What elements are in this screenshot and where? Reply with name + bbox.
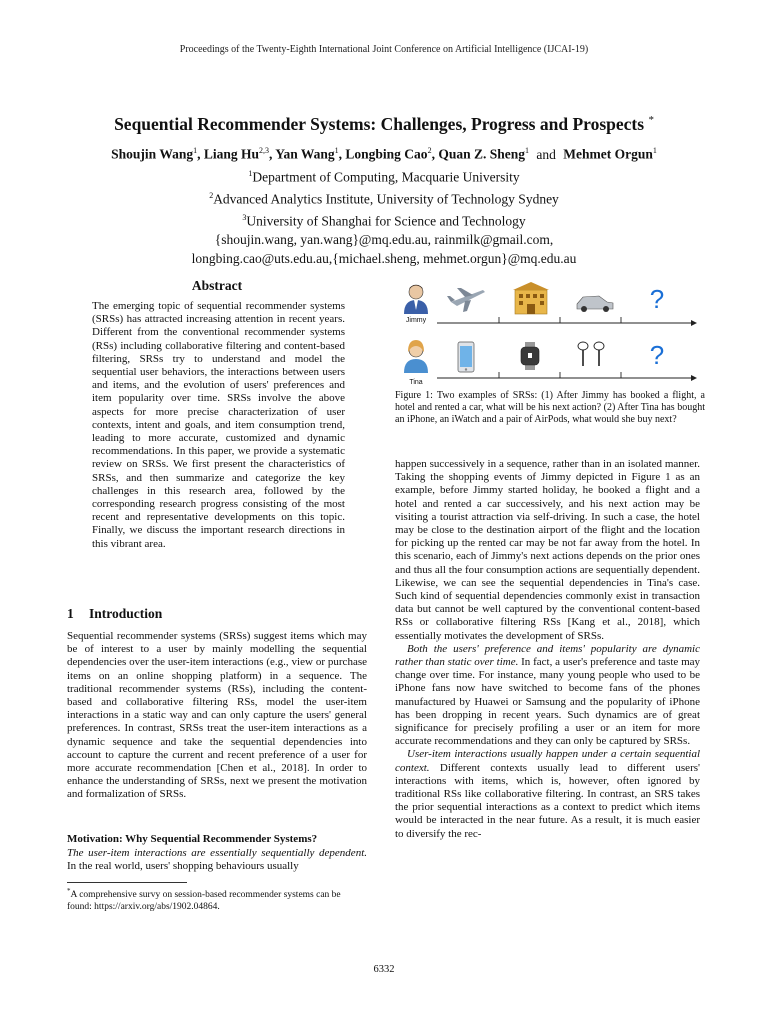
- footnote-rule: [67, 882, 187, 883]
- affil-text: Advanced Analytics Institute, University of Technology Sydney: [213, 191, 559, 207]
- airpods-icon: [578, 342, 604, 366]
- person-tina-icon: [404, 340, 428, 373]
- running-header: Proceedings of the Twenty-Eighth International Joint Conference on Artificial Intelligence (IJCAI-19): [179, 44, 589, 55]
- author-name: Liang Hu: [203, 146, 259, 162]
- figure-caption: Figure 1: Two examples of SRSs: (1) After Jimmy has booked a flight, a hotel and rented a car, what will be his next action? (2) After Tina has bought an iPhone, an iWatch and a pair of AirPods, what would she buy next?: [395, 390, 705, 426]
- iwatch-icon: [521, 342, 539, 370]
- affiliation-line: [0, 187, 768, 209]
- affil-text: Department of Computing, Macquarie University: [252, 169, 520, 185]
- paragraph: happen successively in a sequence, rather than in an isolated manner. Taking the shopping events of Jimmy depicted in Figure 1 as an example, before Jimmy started holiday, he booked a flight and a hotel and rented a car successively, and his next action may be visiting a tourist attraction via self-driving. In such a case, the hotel may be close to the destination airport of the flight and the location for picking up the rented car may be not far away from the hotel. In this scenario, each of Jimmy's next actions depends on the prior ones and thus all the four consumption actions are sequentially dependent. Likewise, we can see the sequential dependencies in Tina's case. Such kind of sequential dependencies commonly exist in transaction data but cannot be well captured by the conventional content-based RSs or collaborative filtering RSs [Kang et al., 2018], which essentially motivates the development of SRSs.: [395, 458, 700, 642]
- author-affil-mark: 2: [427, 146, 432, 155]
- timeline-arrowhead: [691, 320, 697, 326]
- affiliation-line: [0, 209, 768, 231]
- user-label-jimmy: Jimmy: [405, 317, 427, 324]
- author-affil-mark: 1: [193, 146, 198, 155]
- author-affil-mark: 1: [524, 146, 529, 155]
- motivation-italic: The user-item interactions are essentially sequentially dependent.: [67, 847, 367, 859]
- footnote-mark: *: [67, 887, 71, 895]
- footnote: [67, 885, 367, 913]
- author-name: Shoujin Wang: [111, 146, 194, 162]
- motivation-paragraph: [67, 847, 367, 873]
- author-affil-mark: 1: [652, 146, 657, 155]
- abstract-heading: Abstract: [191, 278, 243, 293]
- paragraph-text: Different contexts usually lead to different users' interactions with items, which is, however, often ignored by traditional RSs like collaborative filtering. In contrast, an SRS takes the prior sequential interactions as a context to predict which items would be interacted in the near future. As a result, it is much easier to diversify the rec-: [395, 761, 700, 840]
- author-affil-mark: 2,3: [259, 146, 269, 155]
- author-name: Mehmet Orgun: [563, 146, 653, 162]
- section-title: Introduction: [89, 606, 163, 621]
- paper-title: [0, 114, 768, 135]
- author-name: Longbing Cao: [345, 146, 428, 162]
- timeline-arrowhead: [691, 375, 697, 381]
- user-label-tina: Tina: [409, 379, 423, 386]
- email-line: {shoujin.wang, yan.wang}@mq.edu.au, rainmilk@gmail.com,: [214, 232, 554, 248]
- title-text: Sequential Recommender Systems: Challenges, Progress and Prospects: [114, 114, 645, 134]
- paragraph: [395, 643, 700, 749]
- title-footnote-mark: *: [648, 114, 654, 127]
- affil-text: University of Shanghai for Science and Technology: [246, 213, 526, 229]
- affil-mark: 2: [209, 191, 214, 201]
- affil-mark: 3: [242, 213, 247, 223]
- abstract-text: The emerging topic of sequential recommender systems (SRSs) has attracted increasing attention in recent years. Different from the conventional recommender systems (RSs) including collaborative filtering and content-based filtering, SRSs try to understand and model the sequential user behaviors, the interactions between users and items, and the evolution of users' preferences and item popularity over time. SRSs involve the above aspects for more precise characterization of user contexts, intent and goals, and item consumption trend, leading to more accurate, customized and dynamic recommendations. In this paper, we provide a systematic review on SRSs. We first present the characteristics of SRSs, and then summarize and categorize the key challenges in this research area, followed by the corresponding research progress consisting of the most recent and representative developments on this topic. Finally, we discuss the important research directions in this vibrant area.: [92, 300, 345, 550]
- intro-paragraph: Sequential recommender systems (SRSs) suggest items which may be of interest to a user by mainly modelling the sequential dependencies over the user-item interactions (e.g., view or purchase items on an online shopping platform) in a sequence. The traditional recommender systems (RSs), including the content-based and collaborative filtering RSs, model the user-item interactions in a static way and can only capture the users' general preferences. In contrast, SRSs treat the user-item interactions as a dynamic sequence and take the sequential dependencies into account to capture the current and recent preference of a user for more accurate recommendation [Chen et al., 2018]. In order to enhance the understanding of SRSs, next we present the motivation and formalization of SRSs.: [67, 630, 367, 801]
- author-name: Yan Wang: [275, 146, 335, 162]
- question-mark-tina: ?: [649, 340, 665, 370]
- airplane-icon: [447, 288, 485, 312]
- author-list: Shoujin Wang$^1$, Liang Hu$^{2,3}$, Yan Wang$^1$, Longbing Cao$^2$, Quan Z. Sheng$^1$ and Mehmet Orgun$^1$: [111, 146, 657, 162]
- question-mark-jimmy: ?: [649, 284, 665, 314]
- author-name: Quan Z. Sheng: [438, 146, 525, 162]
- car-icon: [577, 296, 613, 312]
- affiliations: [0, 165, 768, 268]
- footnote-text: A comprehensive survy on session-based recommender systems can be found: https://arxiv.org/abs/1902.04864.: [67, 890, 341, 913]
- paragraph-italic-lead: Both the users' preference and items' popularity are dynamic rather than static over time.: [395, 642, 700, 669]
- paragraph-italic-lead: User-item interactions usually happen under a certain sequential context.: [395, 748, 700, 774]
- page-number: 6332: [373, 964, 395, 975]
- right-column-text: [395, 458, 700, 841]
- iphone-icon: [458, 342, 474, 372]
- email-line: longbing.cao@uts.edu.au,{michael.sheng, mehmet.orgun}@mq.edu.au: [191, 250, 577, 266]
- paragraph: [395, 748, 700, 840]
- motivation-heading: Motivation: Why Sequential Recommender Systems?: [67, 833, 318, 845]
- hotel-icon: [513, 282, 549, 314]
- motivation-text: In the real world, users' shopping behaviours usually: [67, 860, 299, 873]
- person-jimmy-icon: [404, 285, 428, 314]
- affiliation-line: [0, 165, 768, 187]
- paragraph-text: In fact, a user's preference and taste may change over time. For instance, many young people who used to be iPhone fans now have switched to become fans of the phones manufactured by Huawei or Samsung and the popularity of iPhone has been dropping in recent years. Such dynamics are of great significance for precisely profiling a user or an item for more accurate recommendations and they can only be captured by SRSs.: [395, 656, 701, 748]
- author-conjunction: and: [536, 146, 556, 162]
- affil-mark: 1: [248, 169, 253, 178]
- author-affil-mark: 1: [334, 146, 339, 155]
- section-number: 1: [67, 606, 74, 621]
- section-heading: [67, 606, 367, 622]
- figure-1: [395, 280, 705, 388]
